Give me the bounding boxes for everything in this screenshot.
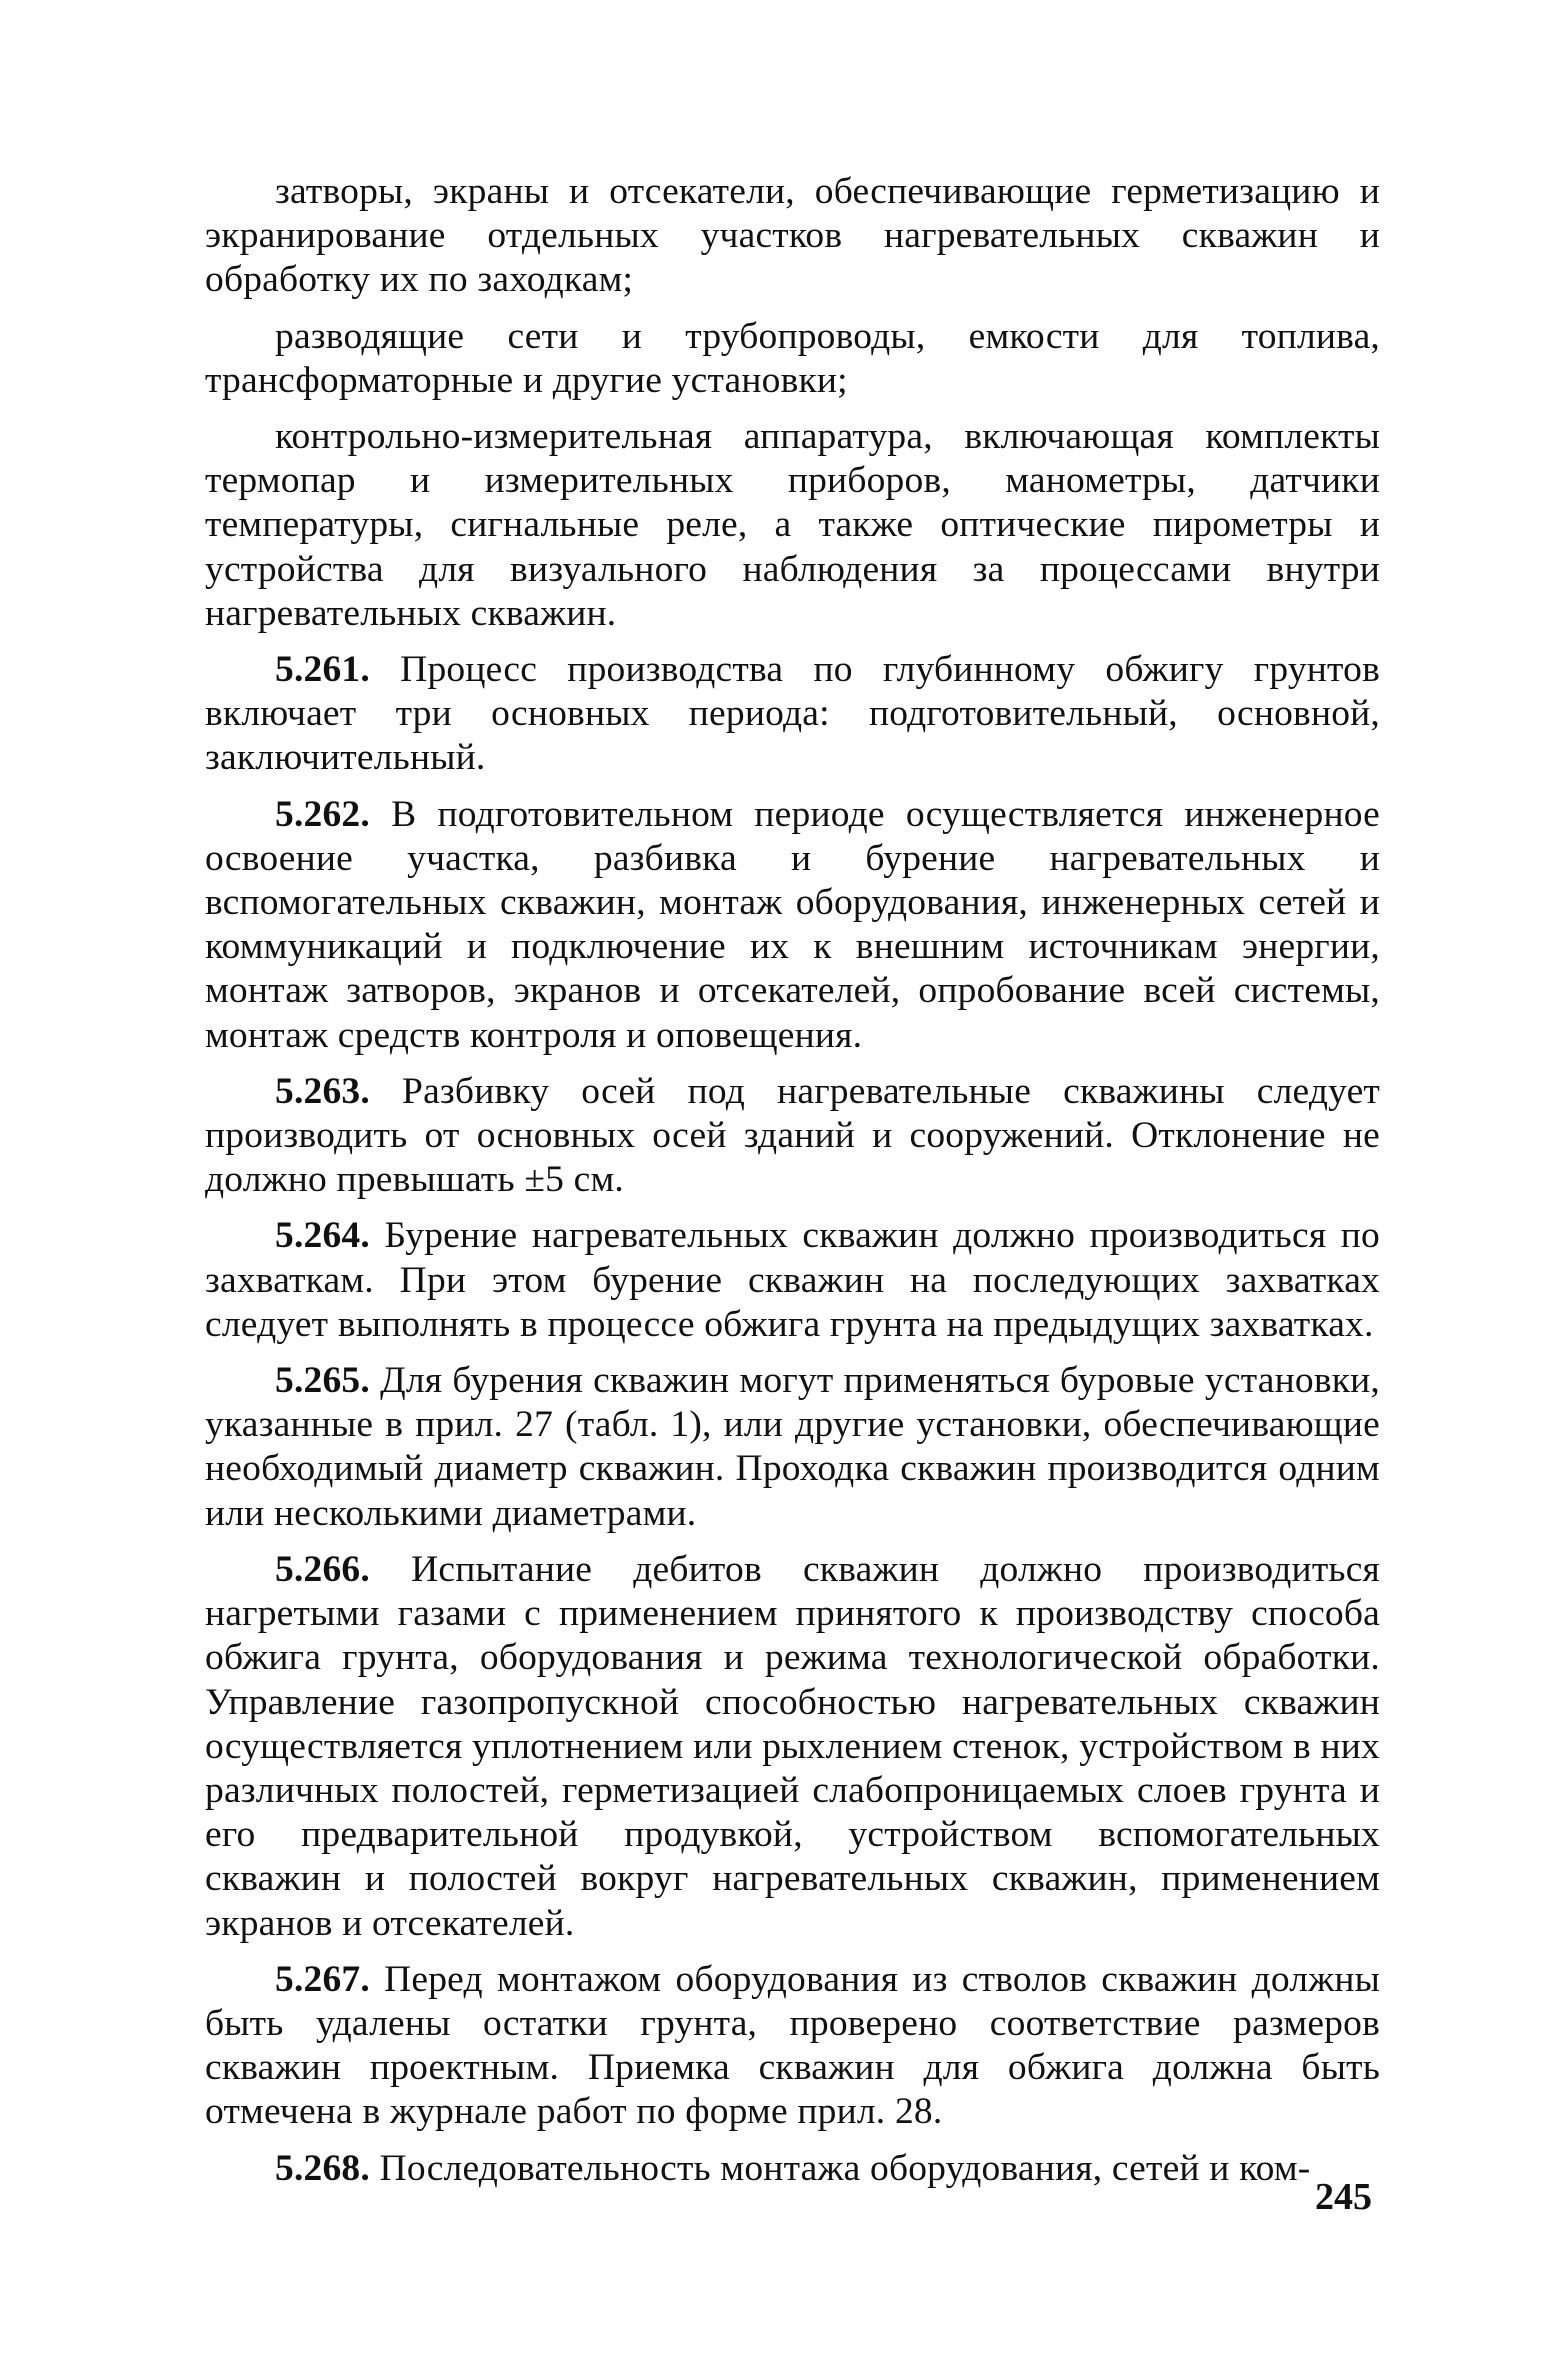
page-body <box>205 170 1380 2191</box>
paragraph-networks <box>205 315 1380 403</box>
clause-number: 5.266. <box>275 1548 370 1590</box>
clause-5-266 <box>205 1548 1380 1946</box>
clause-text: Последовательность монтажа оборудования, сетей и ком- <box>379 2147 1311 2189</box>
paragraph-shutters <box>205 170 1380 303</box>
paragraph-instruments <box>205 415 1380 636</box>
clause-5-267 <box>205 1958 1380 2135</box>
clause-5-264 <box>205 1214 1380 1347</box>
clause-number: 5.261. <box>275 649 370 691</box>
paragraph-text: контрольно-измерительная аппаратура, включающая комплекты термопар и измерительных приборов, манометры, датчики температуры, сигнальные реле, а также оптические пирометры и устройства для визуального наблюдения за процессами внутри нагревательных скважин. <box>205 416 1380 634</box>
clause-text: Процесс производства по глубинному обжигу грунтов включает три основных периода: подготовительный, основной, заключительный. <box>205 649 1380 779</box>
clause-text: Разбивку осей под нагревательные скважины следует производить от основных осей зданий и сооружений. Отклонение не должно превышать ±5 см. <box>205 1070 1380 1201</box>
clause-number: 5.263. <box>275 1070 370 1112</box>
clause-text: Испытание дебитов скважин должно производиться нагретыми газами с применением принятого к производству способа обжига грунта, оборудования и режима технологической обработки. Управление газопропускной способностью нагревательных скважин осуществляется уплотнением или рыхлением стенок, устройством в них различных полостей, герметизацией слабопроницаемых слоев грунта и его предварительной продувкой, устройством вспомогательных скважин и полостей вокруг нагревательных скважин, применением экранов и отсекателей. <box>205 1548 1381 1944</box>
clause-number: 5.264. <box>275 1215 370 1257</box>
clause-text: Для бурения скважин могут применяться буровые установки, указанные в прил. 27 (табл. 1), или другие установки, обеспечивающие необходимый диаметр скважин. Проходка скважин производится одним или несколькими диаметрами. <box>205 1360 1380 1534</box>
clause-number: 5.268. <box>275 2147 370 2189</box>
clause-5-263 <box>205 1070 1380 1203</box>
clause-5-261 <box>205 648 1380 781</box>
clause-number: 5.267. <box>275 1958 370 2000</box>
paragraph-text: затворы, экраны и отсекатели, обеспечивающие герметизацию и экранирование отдельных участков нагревательных скважин и обработку их по заходкам; <box>205 171 1380 301</box>
clause-5-265 <box>205 1359 1380 1536</box>
clause-5-262 <box>205 793 1380 1058</box>
clause-number: 5.262. <box>275 793 370 835</box>
clause-5-268 <box>205 2147 1380 2191</box>
clause-text: Бурение нагревательных скважин должно производиться по захваткам. При этом бурение скважин на последующих захватках следует выполнять в процессе обжига грунта на предыдущих захватках. <box>205 1215 1380 1345</box>
clause-number: 5.265. <box>275 1360 370 1402</box>
clause-text: В подготовительном периоде осуществляется инженерное освоение участка, разбивка и бурение нагревательных и вспомогательных скважин, монтаж оборудования, инженерных сетей и коммуникаций и подключение их к внешним источникам энергии, монтаж затворов, экранов и отсекателей, опробование всей системы, монтаж средств контроля и оповещения. <box>205 793 1380 1056</box>
paragraph-text: разводящие сети и трубопроводы, емкости для топлива, трансформаторные и другие установки; <box>205 315 1380 401</box>
page-number: 245 <box>1315 2176 1372 2218</box>
clause-text: Перед монтажом оборудования из стволов скважин должны быть удалены остатки грунта, проверено соответствие размеров скважин проектным. Приемка скважин для обжига должна быть отмечена в журнале работ по форме прил. 28. <box>205 1958 1380 2133</box>
